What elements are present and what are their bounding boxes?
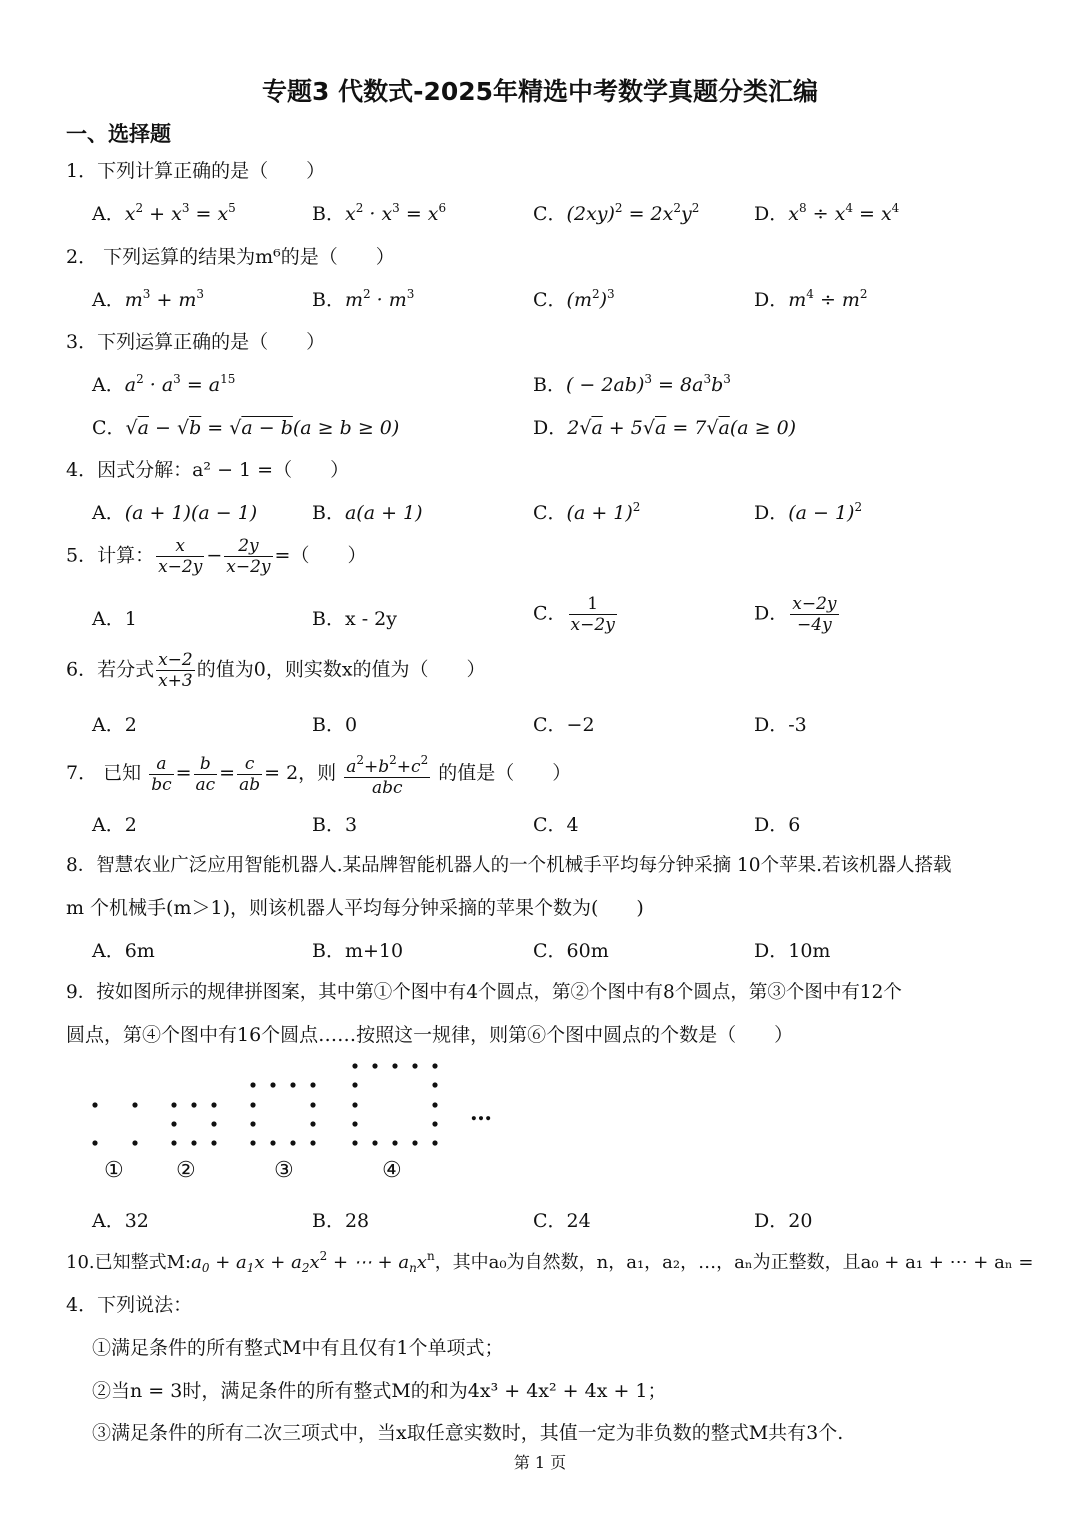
- q9-option-a: A．32: [92, 1210, 149, 1232]
- q4-option-c: C．$(a + 1)^2$: [533, 500, 641, 524]
- q4-option-b: B．a(a + 1): [312, 502, 423, 524]
- q2-option-a: A．$m^3 + m^3$: [92, 287, 205, 311]
- figure-ellipsis: …: [470, 1100, 492, 1126]
- q7-option-c: C．4: [533, 814, 579, 836]
- figure-label-1: ①: [104, 1158, 124, 1183]
- q6-option-c: C．−2: [533, 714, 595, 736]
- figure-1-dots: [92, 1102, 137, 1145]
- q1-option-a: A．$x^2 + x^3 = x^5$: [92, 201, 236, 225]
- q1-stem: 1．下列计算正确的是（ ）: [66, 160, 326, 182]
- q10-statement-3: ③满足条件的所有二次三项式中，当x取任意实数时，其值一定为非负数的整式M共有3个.: [92, 1422, 844, 1444]
- q10-line1: 10.已知整式$M:a_0 + a_1x + a_2x^2$ + ⋯ + $a_nx^n$，其中a₀为自然数，n，a₁，a₂，…，aₙ为正整数，且a₀ + a₁ + ⋯ + aₙ =: [66, 1249, 1034, 1275]
- q5-option-c: C． $\frac{1}{x-2y}$: [533, 594, 615, 635]
- q10-statement-1: ①满足条件的所有整式M中有且仅有1个单项式；: [92, 1337, 504, 1359]
- q6-option-d: D．-3: [754, 714, 807, 736]
- q8-option-d: D．10m: [754, 940, 831, 962]
- page-footer: 第 1 页: [513, 1453, 567, 1472]
- q4-stem: 4．因式分解：a² − 1 =（ ）: [66, 459, 350, 481]
- q9-option-d: D．20: [754, 1210, 813, 1232]
- q2-stem: 2． 下列运算的结果为m⁶的是（ ）: [66, 246, 395, 268]
- q5-stem: 5．计算： $\frac{x}{x-2y}$ − $\frac{2y}{x-2y}$ =（ ）: [66, 536, 367, 577]
- q3-stem: 3．下列运算正确的是（ ）: [66, 331, 326, 353]
- q8-line2: m 个机械手(m＞1)，则该机器人平均每分钟采摘的苹果个数为( ): [66, 897, 644, 919]
- q10-line2: 4．下列说法：: [66, 1294, 193, 1316]
- q8-option-b: B．m+10: [312, 940, 404, 962]
- q3-option-a: A．$a^2 \cdot a^3 = a^{15}$: [92, 372, 236, 396]
- q7-stem: 7． 已知 $\frac{a}{bc}$ = $\frac{b}{ac}$ = $\frac{c}{ab}$ = 2，则 $\frac{a^2+b^2+c^2}{\text{abc}}$ 的值是（ ）: [66, 750, 571, 798]
- q5-option-b: B．x - 2y: [312, 608, 397, 630]
- q7-option-d: D．6: [754, 814, 801, 836]
- q2-option-b: B．$m^2 \cdot m^3$: [312, 287, 415, 311]
- q8-line1: 8．智慧农业广泛应用智能机器人.某品牌智能机器人的一个机械手平均每分钟采摘 10个苹果.若该机器人搭载: [66, 855, 952, 876]
- q9-option-c: C．24: [533, 1210, 591, 1232]
- page-title: 专题3 代数式-2025年精选中考数学真题分类汇编: [261, 77, 819, 106]
- q5-option-a: A．1: [92, 608, 137, 630]
- q3-option-c: C．√a − √b = √a − b(a ≥ b ≥ 0): [92, 417, 400, 439]
- q1-option-c: C．$(2xy)^2 = 2x^2y^2$: [533, 201, 700, 225]
- figure-4-dots: [352, 1063, 437, 1145]
- q6-stem: 6．若分式 $\frac{x-2}{x+3}$ 的值为0，则实数x的值为（ ）: [66, 650, 486, 691]
- figure-label-2: ②: [176, 1158, 196, 1183]
- q2-option-c: C．$(m^2)^3$: [533, 287, 615, 311]
- q4-option-d: D．$(a - 1)^2$: [754, 500, 863, 524]
- q10-statement-2: ②当n = 3时，满足条件的所有整式M的和为4x³ + 4x² + 4x + 1；: [92, 1380, 667, 1402]
- q2-option-d: D．$m^4 \div m^2$: [754, 287, 868, 311]
- q1-option-d: D．$x^8 \div x^4 = x^4$: [754, 201, 900, 225]
- q8-option-c: C．60m: [533, 940, 609, 962]
- figure-label-3: ③: [274, 1158, 294, 1183]
- q3-option-d: D．2√a + 5√a = 7√a(a ≥ 0): [533, 417, 797, 439]
- q9-option-b: B．28: [312, 1210, 370, 1232]
- q5-option-d: D． $\frac{x-2y}{-4y}$: [754, 594, 837, 635]
- q6-option-b: B．0: [312, 714, 358, 736]
- figure-label-4: ④: [382, 1158, 402, 1183]
- q9-line1: 9．按如图所示的规律拼图案，其中第①个图中有4个圆点，第②个图中有8个圆点，第③个图中有12个: [66, 982, 902, 1003]
- q1-option-b: B．$x^2 \cdot x^3 = x^6$: [312, 201, 447, 225]
- q4-option-a: A．(a + 1)(a − 1): [92, 502, 258, 524]
- q3-option-b: B．( − $2ab)^3 = 8a^3b^3$: [533, 372, 731, 396]
- figure-3-dots: [250, 1082, 315, 1145]
- q9-line2: 圆点，第④个图中有16个圆点……按照这一规律，则第⑥个图中圆点的个数是（ ）: [66, 1024, 794, 1046]
- section-heading: 一、选择题: [66, 122, 171, 146]
- q7-option-b: B．3: [312, 814, 358, 836]
- q7-option-a: A．2: [92, 814, 137, 836]
- figure-2-dots: [171, 1102, 216, 1145]
- q8-option-a: A．6m: [92, 940, 155, 962]
- q6-option-a: A．2: [92, 714, 137, 736]
